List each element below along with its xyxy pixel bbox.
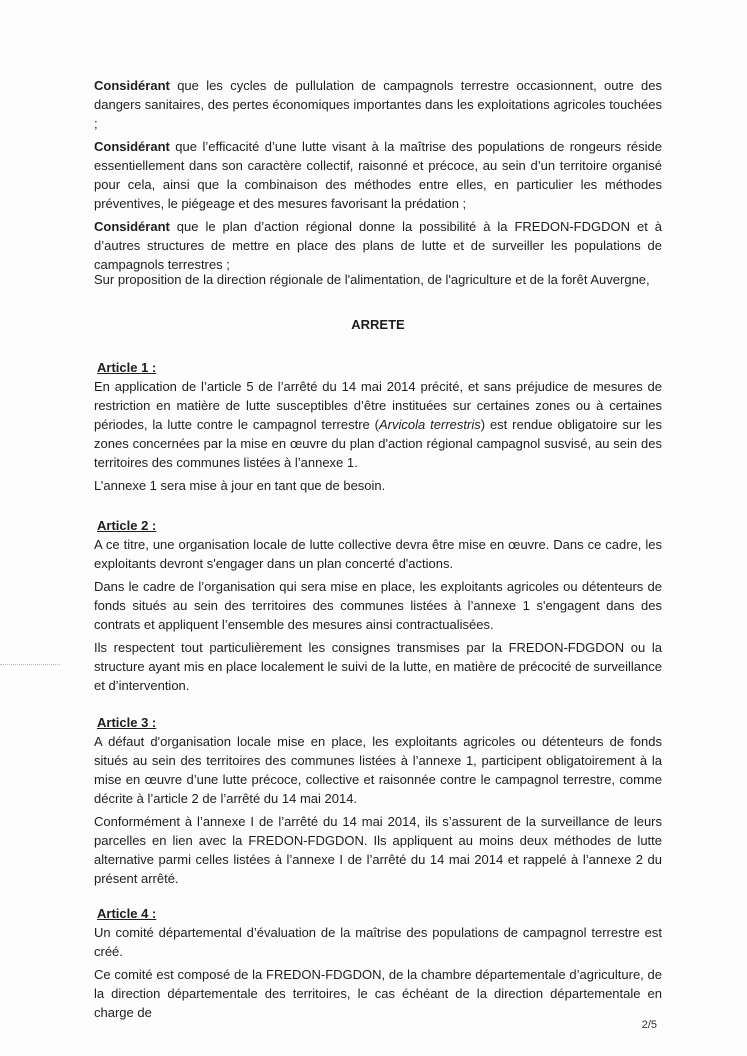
considerants-section — [94, 76, 662, 274]
proposition-text: Sur proposition de la direction régionale de l'alimentation, de l'agriculture et de la forêt Auvergne, — [94, 272, 650, 287]
article-4-paragraph: Ce comité est composé de la FREDON-FDGDON, de la chambre départementale d’agriculture, de la direction départementale des territoires, le cas échéant de la direction départementale en charge de — [94, 967, 662, 1020]
article-2-paragraph: Ils respectent tout particulièrement les consignes transmises par la FREDON-FDGDON ou la structure ayant mis en place localement le suivi de la lutte, en matière de précocité de surveillance et d’intervention. — [94, 640, 662, 693]
page-number: 2/5 — [641, 1019, 657, 1031]
article-2-heading: Article 2 : — [97, 518, 157, 533]
considerant-text: que l’efficacité d’une lutte visant à la maîtrise des populations de rongeurs réside essentiellement dans son caractère collectif, raisonné et précoce, au sein d’un territoire organisé pour cela, ainsi que la combinaison des méthodes entre elles, en particulier les méthodes préventives, le piégeage et des mesures favorisant la prédation ; — [94, 139, 662, 211]
considerant-2 — [94, 137, 662, 213]
article-4-body — [94, 923, 662, 1022]
article-1-heading: Article 1 : — [97, 360, 157, 375]
considerant-text: que les cycles de pullulation de campagnols terrestre occasionnent, outre des dangers sanitaires, des pertes économiques importantes dans les exploitations agricoles touchées ; — [94, 78, 662, 131]
article-3-paragraph: A défaut d'organisation locale mise en place, les exploitants agricoles ou détenteurs de fonds situés au sein des territoires des communes listées à l’annexe 1, participent obligatoirement à la mise en œuvre d’une lutte précoce, collective et raisonnée contre le campagnol terrestre, comme décrite à l’article 2 de l’arrêté du 14 mai 2014. — [94, 734, 662, 806]
article-1-text: En application de l’article 5 de l’arrêté du 14 mai 2014 précité, et sans préjudice de mesures de restriction en matière de lutte susceptibles d’être instituées sur certaines zones ou à certaines périodes, la lutte contre le campagnol terrestre ( — [94, 379, 662, 432]
article-1-body — [94, 377, 662, 495]
article-2-body — [94, 535, 662, 695]
considerant-text: que le plan d’action régional donne la possibilité à la FREDON-FDGDON et à d’autres structures de mettre en place des plans de lutte et de surveiller les populations de campagnols terrestres ; — [94, 219, 662, 272]
article-4-paragraph: Un comité départemental d’évaluation de la maîtrise des populations de campagnol terrestre est créé. — [94, 925, 662, 959]
considerant-lead: Considérant — [94, 78, 170, 93]
article-2-paragraph: A ce titre, une organisation locale de lutte collective devra être mise en œuvre. Dans ce cadre, les exploitants devront s'engager dans un plan concerté d'actions. — [94, 537, 662, 571]
article-1-text: ) est rendue obligatoire sur les zones concernées par la mise en œuvre du plan d'action régional campagnol susvisé, au sein des territoires des communes listées à l’annexe 1. — [94, 417, 663, 470]
considerant-1 — [94, 76, 662, 133]
article-1-paragraph — [94, 377, 662, 472]
article-2-paragraph: Dans le cadre de l’organisation qui sera mise en place, les exploitants agricoles ou détenteurs de fonds situés au sein des territoires des communes listées à l’annexe 1 s'engagent dans des contrats et appliquent l’ensemble des mesures ainsi contractualisées. — [94, 579, 662, 632]
article-4-heading: Article 4 : — [97, 906, 157, 921]
species-name: Arvicola terrestris — [379, 417, 481, 432]
article-1-paragraph: L’annexe 1 sera mise à jour en tant que de besoin. — [94, 478, 386, 493]
arrete-title: ARRETE — [351, 317, 405, 332]
article-3-body — [94, 732, 662, 888]
article-3-heading: Article 3 : — [97, 715, 157, 730]
considerant-lead: Considérant — [94, 139, 170, 154]
considerant-lead: Considérant — [94, 219, 170, 234]
considerant-3 — [94, 217, 662, 274]
scan-artifact — [0, 664, 60, 666]
article-3-paragraph: Conformément à l’annexe I de l’arrêté du 14 mai 2014, ils s’assurent de la surveillance de leurs parcelles en lien avec la FREDON-FDGDON. Ils appliquent au moins deux méthodes de lutte alternative parmi celles listées à l’annexe I de l’arrêté du 14 mai 2014 et rappelé à l’annexe 2 du présent arrêté. — [94, 814, 662, 886]
